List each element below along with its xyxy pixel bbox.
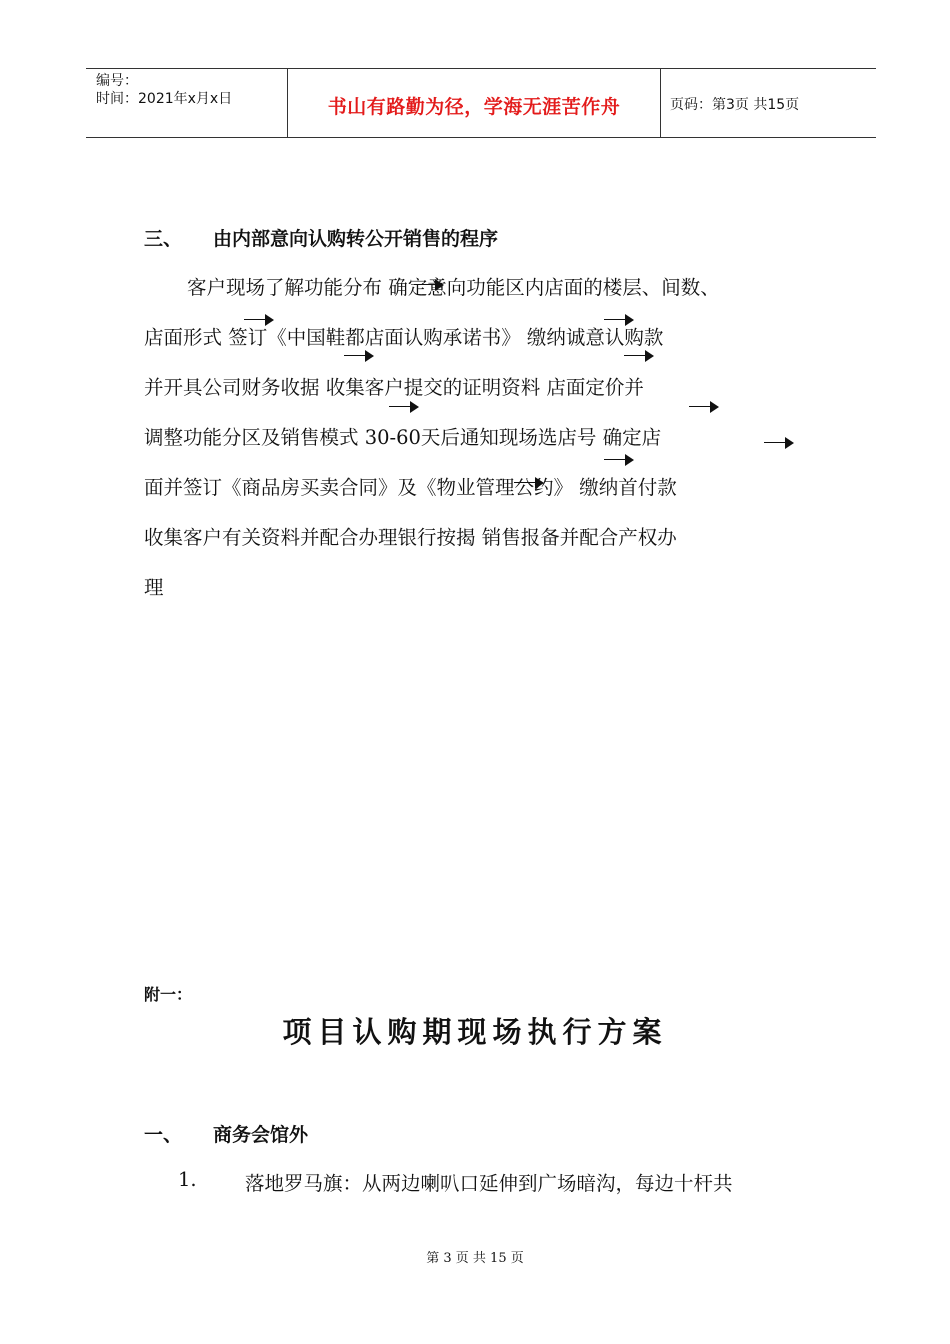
flow-arrow-icon bbox=[764, 437, 794, 449]
section-1-title: 商务会馆外 bbox=[213, 1124, 309, 1146]
flow-arrow-icon bbox=[624, 350, 654, 362]
section-1-number: 一、 bbox=[144, 1124, 183, 1146]
item-1-number: 1. bbox=[178, 1168, 197, 1191]
header-left-cell bbox=[86, 69, 286, 137]
section-3-title: 由内部意向认购转公开销售的程序 bbox=[213, 228, 499, 250]
flow-arrow-icon bbox=[244, 314, 274, 326]
flow-arrow-icon bbox=[604, 314, 634, 326]
paragraph-line-4: 调整功能分区及销售模式 30-60天后通知现场选店号 确定店 bbox=[144, 426, 662, 449]
flow-arrow-icon bbox=[514, 477, 544, 489]
flow-arrow-icon bbox=[604, 454, 634, 466]
header-page-cell bbox=[660, 69, 876, 137]
flow-arrow-icon bbox=[389, 401, 419, 413]
paragraph-line-2: 店面形式 签订《中国鞋都店面认购承诺书》 缴纳诚意认购款 bbox=[144, 326, 664, 349]
paragraph-line-5: 面并签订《商品房买卖合同》及《物业管理公约》 缴纳首付款 bbox=[144, 476, 677, 499]
paragraph-line-6: 收集客户有关资料并配合办理银行按揭 销售报备并配合产权办 bbox=[144, 526, 677, 549]
paragraph-line-7: 理 bbox=[144, 576, 164, 599]
page-info: 页码：第3页 共15页 bbox=[670, 97, 800, 113]
page-header bbox=[86, 68, 876, 138]
time-label: 时间：2021年x月x日 bbox=[96, 91, 233, 107]
serial-label: 编号： bbox=[96, 73, 138, 89]
item-1-text: 落地罗马旗：从两边喇叭口延伸到广场暗沟，每边十杆共 bbox=[245, 1172, 733, 1195]
section-3-number: 三、 bbox=[144, 228, 183, 250]
flow-arrow-icon bbox=[414, 279, 444, 291]
appendix-label: 附一： bbox=[144, 985, 193, 1004]
appendix-title: 项目认购期现场执行方案 bbox=[282, 1015, 668, 1049]
motto: 书山有路勤为径，学海无涯苦作舟 bbox=[327, 96, 621, 118]
paragraph-line-3: 并开具公司财务收据 收集客户提交的证明资料 店面定价并 bbox=[144, 376, 644, 399]
flow-arrow-icon bbox=[344, 350, 374, 362]
flow-arrow-icon bbox=[689, 401, 719, 413]
header-motto-cell bbox=[287, 69, 661, 137]
paragraph-line-1: 客户现场了解功能分布 确定意向功能区内店面的楼层、间数、 bbox=[187, 276, 720, 299]
page-footer: 第 3 页 共 15 页 bbox=[426, 1251, 524, 1266]
